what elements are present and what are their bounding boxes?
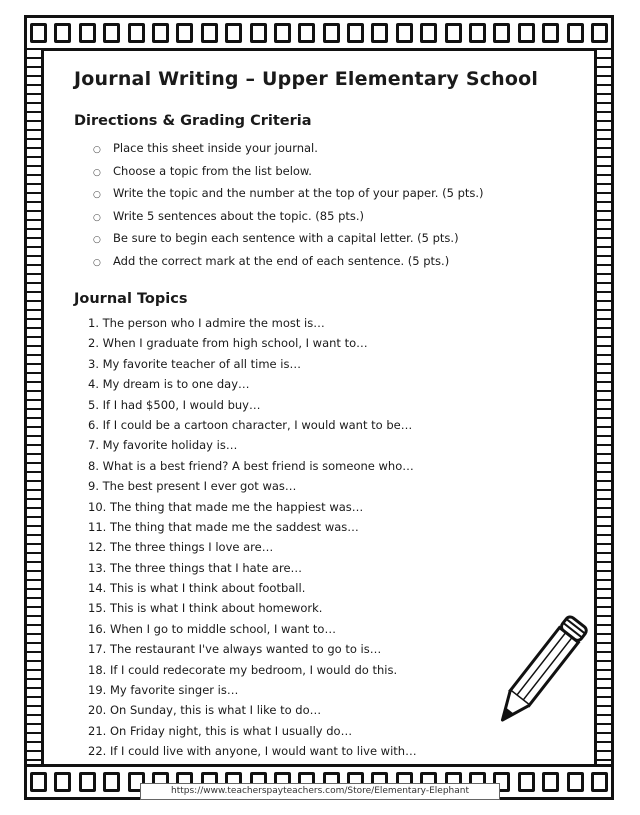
circle-bullet-icon: ○ <box>93 212 101 223</box>
topic-item: 2. When I graduate from high school, I want to… <box>88 336 368 351</box>
border-left <box>24 48 44 767</box>
circle-bullet-icon: ○ <box>93 257 101 268</box>
page-title: Journal Writing – Upper Elementary School <box>74 68 539 90</box>
topic-item: 4. My dream is to one day… <box>88 377 250 392</box>
topic-item: 8. What is a best friend? A best friend is someone who… <box>88 458 414 473</box>
directions-item: ○ Write the topic and the number at the top of your paper. (5 pts.) <box>93 182 484 205</box>
directions-list <box>93 137 484 272</box>
topic-item: 20. On Sunday, this is what I like to do… <box>88 703 322 718</box>
topic-item: 21. On Friday night, this is what I usually do… <box>88 723 353 738</box>
topic-item: 19. My favorite singer is… <box>88 683 239 698</box>
topic-item: 6. If I could be a cartoon character, I would want to be… <box>88 417 413 432</box>
worksheet-content <box>74 68 574 759</box>
topic-item: 7. My favorite holiday is… <box>88 438 238 453</box>
directions-item: ○ Add the correct mark at the end of each sentence. (5 pts.) <box>93 250 484 273</box>
topic-item: 11. The thing that made me the saddest was… <box>88 519 359 534</box>
circle-bullet-icon: ○ <box>93 145 101 155</box>
topic-item: 5. If I had $500, I would buy… <box>88 397 261 412</box>
circle-bullet-icon: ○ <box>93 235 101 245</box>
topic-item: 18. If I could redecorate my bedroom, I would do this. <box>88 662 398 677</box>
directions-item: ○ Choose a topic from the list below. <box>93 160 484 183</box>
topic-item: 12. The three things I love are… <box>88 540 274 555</box>
topic-item: 10. The thing that made me the happiest was… <box>88 499 364 514</box>
topic-item: 15. This is what I think about homework. <box>88 601 323 616</box>
topic-item: 1. The person who I admire the most is… <box>88 316 325 330</box>
topic-item: 16. When I go to middle school, I want to… <box>88 621 336 636</box>
directions-item: ○ Place this sheet inside your journal. <box>93 137 484 160</box>
topic-item: 22. If I could live with anyone, I would want to live with… <box>88 744 417 759</box>
topic-item: 14. This is what I think about football. <box>88 581 306 596</box>
topics-list <box>88 313 417 762</box>
circle-bullet-icon: ○ <box>93 190 101 200</box>
circle-bullet-icon: ○ <box>93 167 101 178</box>
topic-item: 13. The three things that I hate are… <box>88 560 303 575</box>
source-url[interactable]: https://www.teacherspayteachers.com/Store/Elementary-Elephant <box>140 783 500 800</box>
topic-item: 17. The restaurant I've always wanted to go to is… <box>88 642 382 657</box>
topics-heading: Journal Topics <box>74 291 188 307</box>
directions-item: ○ Write 5 sentences about the topic. (85 pts.) <box>93 205 484 228</box>
directions-heading: Directions & Grading Criteria <box>74 113 312 129</box>
topic-item: 3. My favorite teacher of all time is… <box>88 356 301 371</box>
pencil-icon <box>490 605 590 740</box>
directions-item: ○ Be sure to begin each sentence with a capital letter. (5 pts.) <box>93 227 484 250</box>
border-right <box>594 48 614 767</box>
topic-item: 9. The best present I ever got was… <box>88 479 297 494</box>
border-top <box>24 15 614 51</box>
